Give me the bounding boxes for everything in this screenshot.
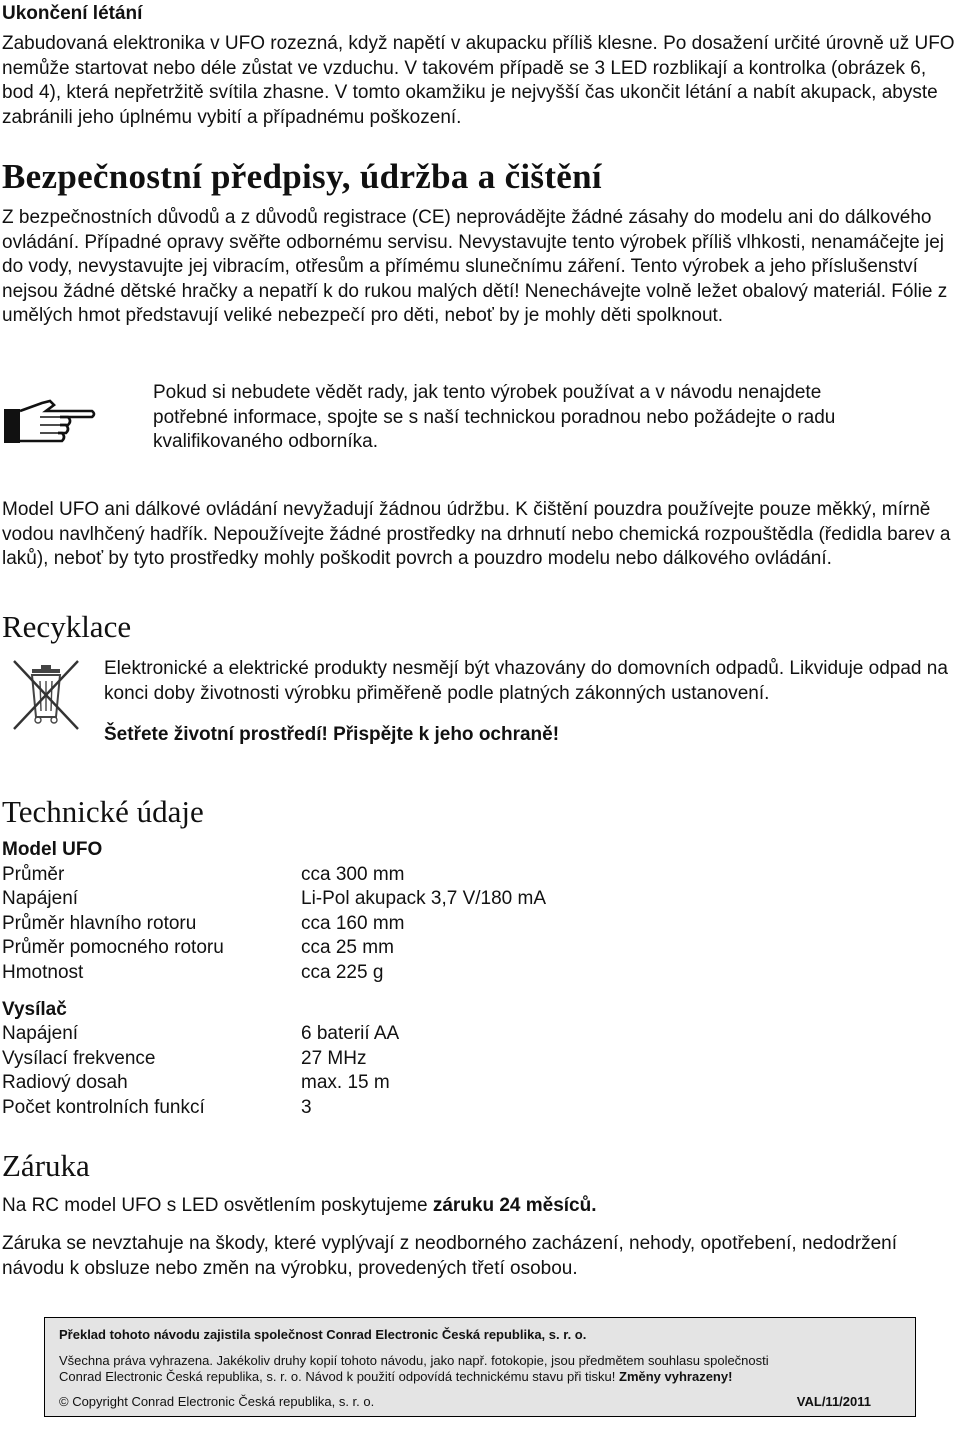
spec-value: Li-Pol akupack 3,7 V/180 mA [301, 888, 547, 910]
footer-copyright: © Copyright Conrad Electronic Česká republika, s. r. o. [59, 1394, 375, 1409]
model-title: Model UFO [2, 839, 103, 860]
spec-value: cca 225 g [301, 961, 384, 983]
spec-row [2, 1047, 702, 1072]
spec-value: max. 15 m [301, 1072, 390, 1094]
spec-label: Radiový dosah [2, 1072, 128, 1094]
spec-label: Vysílací frekvence [2, 1047, 156, 1069]
spec-row [2, 912, 702, 937]
pointing-hand-icon [2, 393, 98, 451]
safety-text: Z bezpečnostních důvodů a z důvodů registrace (CE) neprovádějte žádné zásahy do modelu ani do dálkového ovládání. Případné opravy svěřte odbornému servisu. Nevystavujte tento výrobek příliš vlhkosti, nenamáčejte jej do vody, nevystavujte jej vibracím, otřesům a přímému slunečnímu záření. Tento výrobek a jeho příslušenství nejsou žádné dětské hračky a nepatří k do rukou malých dětí! Nenechávejte volně ležet obalový materiál. Fólie z umělých hmot představují veliké nebezpečí pro děti, neboť by je mohly děti spolknout. [2, 207, 948, 327]
warranty-period: záruku 24 měsíců. [432, 1195, 597, 1216]
spec-row [2, 863, 702, 888]
spec-value: cca 25 mm [301, 937, 394, 959]
spec-row [2, 887, 702, 912]
tx-title: Vysílač [2, 998, 67, 1020]
safety-heading: Bezpečnostní předpisy, údržba a čištění [2, 157, 602, 196]
spec-label: Napájení [2, 888, 79, 910]
recycling-heading: Recyklace [2, 609, 132, 644]
specs-heading: Technické údaje [2, 794, 204, 829]
footer-box [44, 1317, 916, 1417]
recycling-slogan: Šetřete životní prostředí! Přispějte k jeho ochraně! [104, 724, 560, 745]
landing-heading: Ukončení létání [2, 3, 143, 24]
spec-label: Hmotnost [2, 961, 84, 983]
recycling-text: Elektronické a elektrické produkty nesmějí být vhazovány do domovních odpadů. Likviduje odpad na konci doby životnosti výrobku přiměřeně podle platných zákonných ustanovení. [104, 658, 948, 704]
spec-row [2, 1022, 702, 1047]
spec-row [2, 1096, 702, 1121]
landing-text: Zabudovaná elektronika v UFO rozezná, když napětí v akupacku příliš klesne. Po dosažení určité úrovně už UFO nemůže startovat nebo déle zůstat ve vzduchu. V takovém případě se 3 LED rozblikají a kontrolka (obrázek 6, bod 4), která nepřetržitě svítila zhasne. V tomto okamžiku je nejvyšší čas ukončit létání a nabít akupack, abyste zabránili jeho úplnému vybití a případnému poškození. [2, 33, 955, 128]
footer-title: Překlad tohoto návodu zajistila společnost Conrad Electronic Česká republika, s. r. o. [59, 1327, 587, 1342]
warranty-text1 [2, 1194, 952, 1219]
spec-label: Průměr pomocného rotoru [2, 937, 224, 959]
spec-label: Průměr [2, 863, 65, 885]
footer-version: VAL/11/2011 [796, 1394, 871, 1409]
spec-row [2, 1071, 702, 1096]
footer-rights-line2 [59, 1369, 732, 1384]
spec-row [2, 936, 702, 961]
spec-label: Průměr hlavního rotoru [2, 912, 197, 934]
safety-note: Pokud si nebudete vědět rady, jak tento výrobek používat a v návodu nenajdete potřebné informace, spojte se s naší technickou poradnou nebo požádejte o radu kvalifikovaného odborníka. [153, 382, 836, 453]
footer-rights-line1: Všechna práva vyhrazena. Jakékoliv druhy kopií tohoto návodu, jako např. fotokopie, jsou předmětem souhlasu společnosti [59, 1353, 769, 1368]
spec-value: 27 MHz [301, 1047, 367, 1069]
spec-value: 6 baterií AA [301, 1023, 400, 1045]
spec-label: Napájení [2, 1023, 79, 1045]
warranty-text2: Záruka se nevztahuje na škody, které vyplývají z neodborného zacházení, nehody, opotřebení, nedodržení návodu k obsluze nebo změn na výrobku, provedených třetí osobou. [2, 1233, 897, 1279]
warranty-heading: Záruka [2, 1148, 90, 1183]
footer-rights-text: Conrad Electronic Česká republika, s. r. o. Návod k použití odpovídá technickému stavu při tisku! [59, 1369, 619, 1384]
warranty-text1-prefix: Na RC model UFO s LED osvětlením poskytujeme [2, 1195, 433, 1216]
crossed-bin-icon [8, 657, 84, 733]
maintenance-text: Model UFO ani dálkové ovládání nevyžadují žádnou údržbu. K čištění pouzdra používejte pouze měkký, mírně vodou navlhčený hadřík. Nepoužívejte žádné prostředky na drhnutí nebo chemická rozpouštědla (ředidla barev a laků), neboť by tyto prostředky mohly poškodit povrch a pouzdro modelu nebo dálkového ovládání. [2, 499, 951, 570]
spec-label: Počet kontrolních funkcí [2, 1096, 205, 1118]
spec-value: 3 [301, 1096, 312, 1118]
spec-value: cca 300 mm [301, 863, 405, 885]
specs-table [2, 838, 702, 1121]
spec-row [2, 961, 702, 986]
footer-rights-bold: Změny vyhrazeny! [619, 1369, 733, 1384]
spec-value: cca 160 mm [301, 912, 405, 934]
